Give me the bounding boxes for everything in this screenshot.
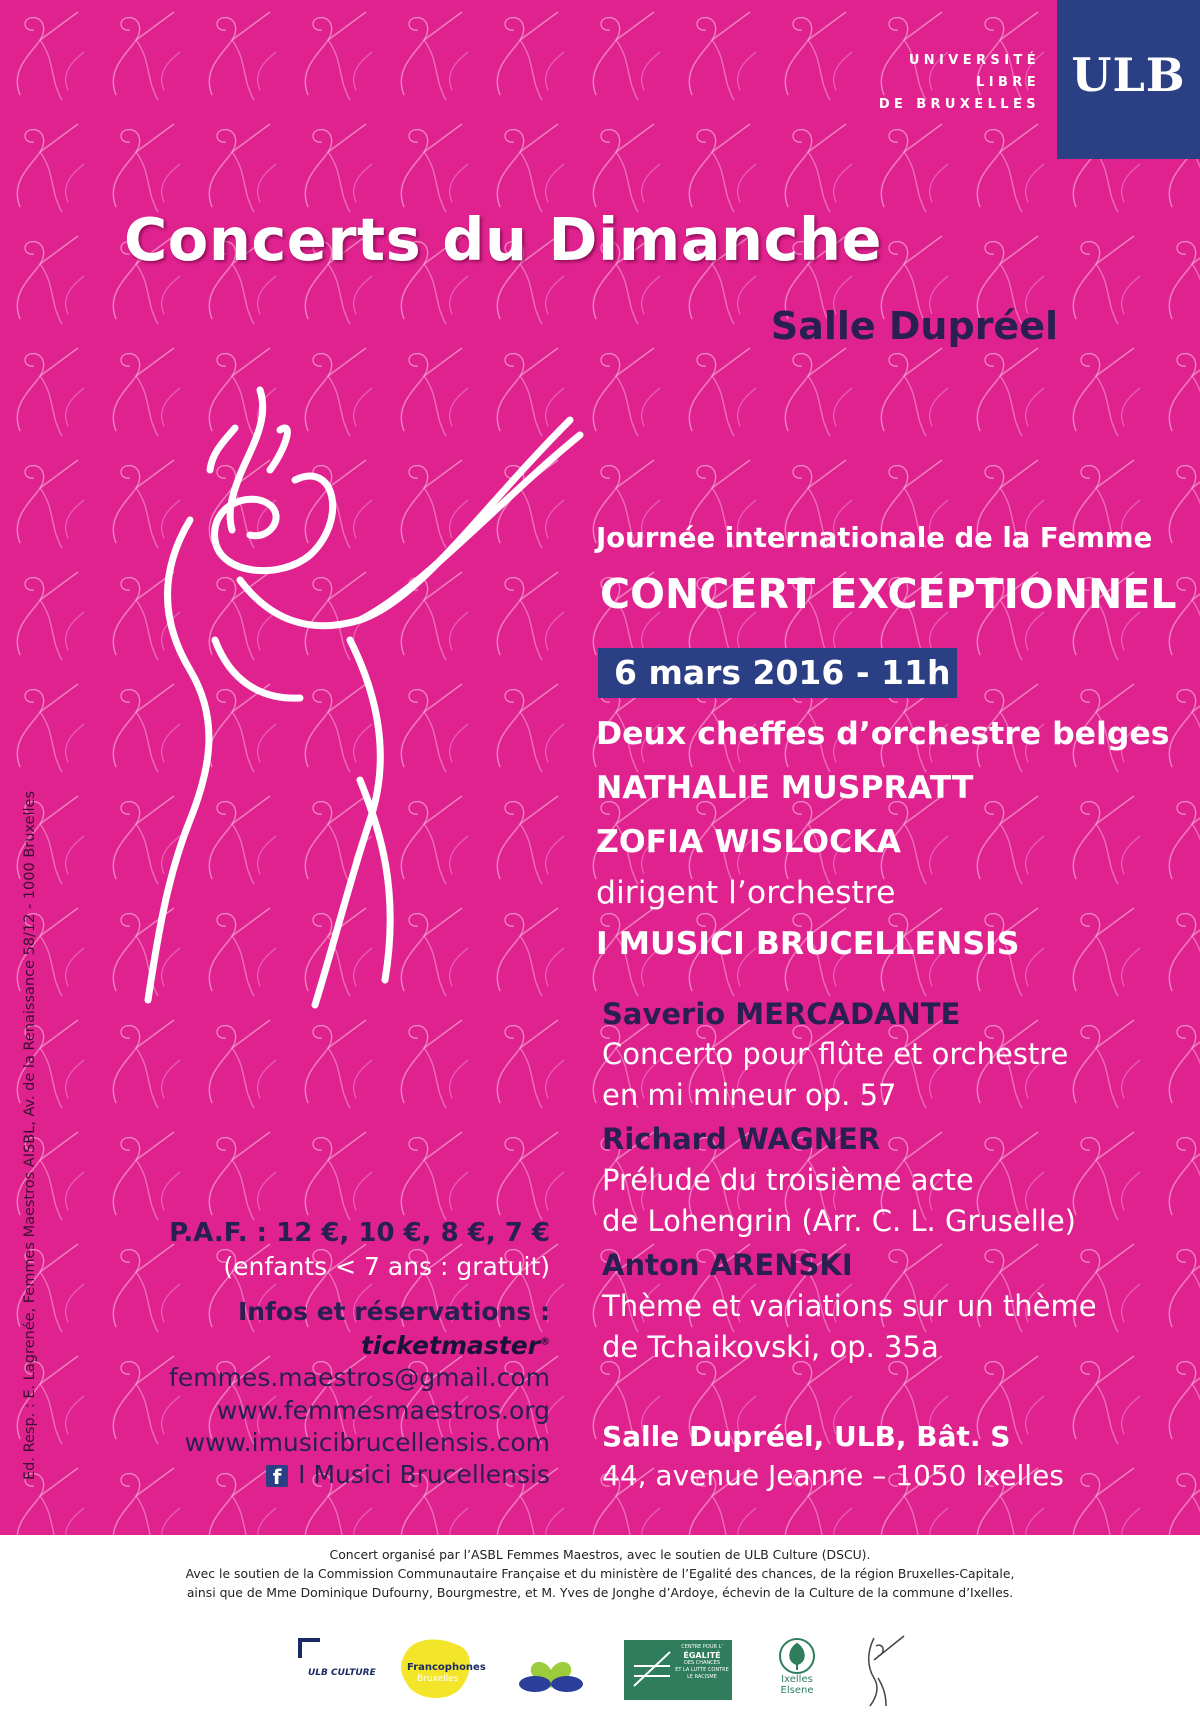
program-work-2-line-2: de Lohengrin (Arr. C. L. Gruselle) [602,1204,1076,1238]
website-femmes-maestros[interactable]: www.femmesmaestros.org [216,1396,550,1425]
program-work-2-line-1: Prélude du troisième acte [602,1163,974,1197]
ixelles-elsene-logo: Ixelles Elsene [772,1636,822,1706]
publisher-credit: Ed. Resp. : E. Lagrenée, Femmes Maestros AISBL, Av. de la Renaissance 58/12 - 1000 Bruxelles [22,790,38,1480]
price-list: P.A.F. : 12 €, 10 €, 8 €, 7 € [169,1218,550,1248]
facebook-link[interactable]: f I Musici Brucellensis [90,1460,550,1489]
footer-credits [0,1545,1200,1602]
ulb-logo-block [1057,0,1200,159]
event-occasion: Journée internationale de la Femme [596,522,1153,554]
event-headline: CONCERT EXCEPTIONNEL [600,570,1177,618]
contact-email[interactable]: femmes.maestros@gmail.com [169,1363,550,1392]
poster-title: Concerts du Dimanche [124,205,883,274]
program-work-1-line-2: en mi mineur op. 57 [602,1078,897,1112]
performers-conduct: dirigent l’orchestre [596,875,896,911]
program-work-3-line-2: de Tchaikovski, op. 35a [602,1330,939,1364]
program-composer-3: Anton ARENSKI [602,1248,853,1282]
ulb-culture-logo: ULB CULTURE [298,1638,378,1698]
program-work-3-line-1: Thème et variations sur un thème [602,1289,1097,1323]
program-composer-2: Richard WAGNER [602,1122,881,1156]
performer-wislocka: ZOFIA WISLOCKA [596,824,901,860]
price-note: (enfants < 7 ans : gratuit) [223,1252,550,1281]
program-composer-1: Saverio MERCADANTE [602,997,961,1031]
facebook-icon: f [266,1465,288,1487]
venue-address: 44, avenue Jeanne – 1050 Ixelles [602,1459,1064,1492]
event-date-badge: 6 mars 2016 - 11h [598,648,957,698]
sponsor-logos [0,1630,1200,1710]
university-name: UNIVERSITÉ LIBRE DE BRUXELLES [878,53,1040,112]
infos-label: Infos et réservations : [237,1297,550,1326]
footer-line-1: Concert organisé par l’ASBL Femmes Maestros, avec le soutien de ULB Culture (DSCU). [329,1547,871,1562]
footer-line-3: ainsi que de Mme Dominique Dufourny, Bourgmestre, et M. Yves de Jonghe d’Ardoye, échevin de la Culture de la commune d’Ixelles. [186,1585,1014,1600]
program-work-1-line-1: Concerto pour flûte et orchestre [602,1037,1069,1071]
performer-muspratt: NATHALIE MUSPRATT [596,770,974,806]
orchestra-name: I MUSICI BRUCELLENSIS [596,926,1020,962]
footer-line-2: Avec le soutien de la Commission Communautaire Française et du ministère de l’Egalité des chances, de la région Bruxelles-Capitale, [185,1566,1015,1581]
egalite-des-chances-logo: CENTRE POUR L' ÉGALITÉ DES CHANCES ET LA LUTTE CONTRE LE RACISME [624,1640,732,1700]
bruxelles-capitale-heart-logo [515,1648,587,1698]
website-imusici[interactable]: www.imusicibrucellensis.com [184,1428,550,1457]
ticketmaster-brand: ticketmaster® [360,1331,550,1360]
francophones-bruxelles-logo: Francophones Bruxelles [395,1634,495,1704]
poster-subtitle: Salle Dupréel [770,304,1058,348]
femmes-maestros-dancer-logo [856,1630,912,1708]
ulb-logo: ULB [1071,48,1186,102]
venue-line-1: Salle Dupréel, ULB, Bât. S [602,1420,1011,1453]
performers-intro: Deux cheffes d’orchestre belges [596,716,1170,752]
dancer-illustration [120,380,680,1020]
